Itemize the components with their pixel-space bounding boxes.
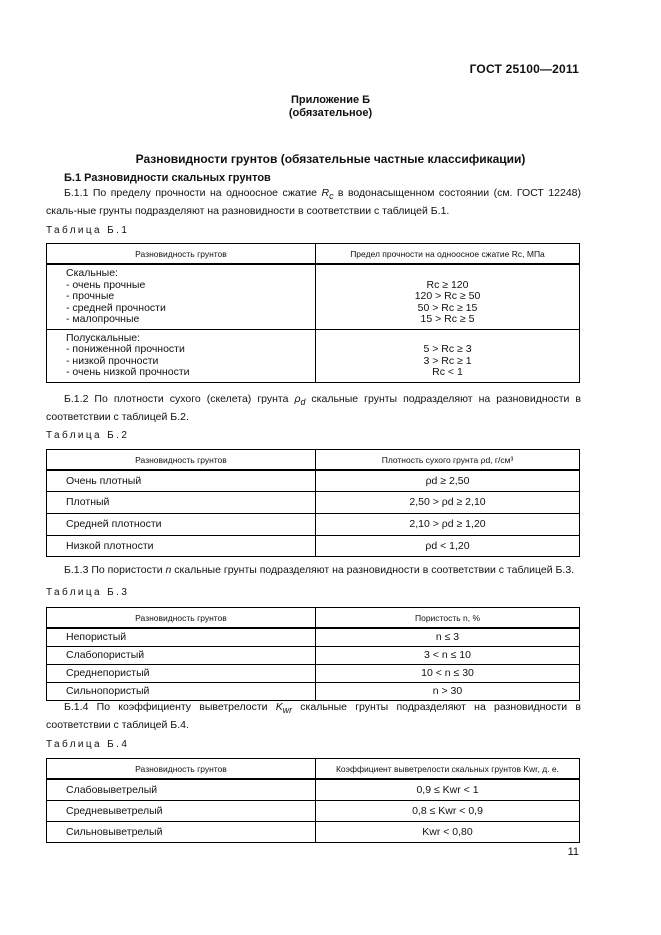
paragraph-b1-2: Б.1.2 По плотности сухого (скелета) грунта $\rho_d$ скальные грунты подразделяют на разновидности в соответствии с таблицей Б.2. <box>46 393 582 424</box>
table4-row-name: Средневыветрелый <box>47 800 316 821</box>
table-b3 <box>46 607 580 701</box>
page-number: 11 <box>567 846 579 858</box>
table1-group1-value: Rc ≥ 120 <box>426 278 469 291</box>
table2-row-value: ρd ≥ 2,50 <box>316 470 580 491</box>
table4-caption: Таблица Б.4 <box>46 739 130 750</box>
table1-group2-title: Полускальные: <box>66 331 141 344</box>
table3-header-type: Разновидность грунтов <box>47 608 316 629</box>
table1-caption: Таблица Б.1 <box>46 225 130 236</box>
table1-group1-item: - малопрочные <box>66 313 140 325</box>
table1-group1-item: - прочные <box>66 290 115 302</box>
table4-header-weathering: Коэффициент выветрелости скальных грунтов Kwr, д. е. <box>316 759 580 780</box>
paragraph-b1-4: Б.1.4 По коэффициенту выветрелости $K_{wr}$ скальные грунты подразделяют на разновидности в соответствии с таблицей Б.4. <box>46 701 582 732</box>
table2-row-value: 2,10 > ρd ≥ 1,20 <box>316 513 580 535</box>
table4-row-name: Сильновыветрелый <box>47 821 316 842</box>
table1-group-rocky <box>47 264 316 329</box>
table1-group-semirocky <box>47 329 316 382</box>
table1-header-strength: Предел прочности на одноосное сжатие Rc, МПа <box>316 244 580 265</box>
table-b4 <box>46 758 580 843</box>
table1-group-semirocky-values <box>316 329 580 382</box>
table4-row-value: Kwr < 0,80 <box>316 821 580 842</box>
table2-header-density: Плотность сухого грунта ρd, г/см³ <box>316 450 580 471</box>
table1-group2-value: Rc < 1 <box>432 366 463 378</box>
section-heading: Разновидности грунтов (обязательные частные классификации) <box>135 152 526 166</box>
document-code: ГОСТ 25100—2011 <box>469 62 579 76</box>
appendix-type: (обязательное) <box>288 107 373 119</box>
table1-group1-value: 50 > Rc ≥ 15 <box>417 301 478 314</box>
table2-row-value: 2,50 > ρd ≥ 2,10 <box>316 491 580 513</box>
table2-row-name: Средней плотности <box>47 513 316 535</box>
table3-row-name: Среднепористый <box>47 664 316 682</box>
table1-group2-value: 5 > Rc ≥ 3 <box>423 343 472 355</box>
table2-caption: Таблица Б.2 <box>46 430 130 441</box>
table1-group1-value: 120 > Rc ≥ 50 <box>414 290 481 302</box>
table1-group2-item: - очень низкой прочности <box>66 366 190 378</box>
table1-group1-value: 15 > Rc ≥ 5 <box>420 313 475 325</box>
subsection-heading: Б.1 Разновидности скальных грунтов <box>64 172 271 184</box>
table1-header-type: Разновидность грунтов <box>47 244 316 265</box>
table3-row-name: Слабопористый <box>47 646 316 664</box>
table3-header-porosity: Пористость n, % <box>316 608 580 629</box>
paragraph-b1-3: Б.1.3 По пористости n скальные грунты подразделяют на разновидности в соответствии с таблицей Б.3. <box>64 564 575 576</box>
table4-header-type: Разновидность грунтов <box>47 759 316 780</box>
table3-row-value: 3 < n ≤ 10 <box>316 646 580 664</box>
table1-group2-item: - пониженной прочности <box>66 343 185 355</box>
table4-row-name: Слабовыветрелый <box>47 779 316 800</box>
table4-row-value: 0,9 ≤ Kwr < 1 <box>316 779 580 800</box>
table3-row-value: n ≤ 3 <box>316 628 580 646</box>
table2-row-name: Плотный <box>47 491 316 513</box>
table2-header-type: Разновидность грунтов <box>47 450 316 471</box>
table1-group-rocky-values <box>316 264 580 329</box>
appendix-title: Приложение Б <box>290 94 371 106</box>
table1-group1-item: - очень прочные <box>66 278 146 291</box>
table3-row-value: n > 30 <box>316 682 580 700</box>
paragraph-b1-1: Б.1.1 По пределу прочности на одноосное сжатие $R_c$ в водонасыщенном состоянии (см. ГОСТ 12248) скаль-ные грунты подразделяют на разновидности в соответствии с таблицей Б.1. <box>46 187 582 218</box>
table1-group2-item: - низкой прочности <box>66 354 159 367</box>
table1-group2-value: 3 > Rc ≥ 1 <box>423 354 472 367</box>
table3-row-value: 10 < n ≤ 30 <box>316 664 580 682</box>
table-b1 <box>46 243 580 383</box>
table2-row-value: ρd < 1,20 <box>316 535 580 556</box>
table4-row-value: 0,8 ≤ Kwr < 0,9 <box>316 800 580 821</box>
table2-row-name: Низкой плотности <box>47 535 316 556</box>
table3-row-name: Непористый <box>47 628 316 646</box>
table2-row-name: Очень плотный <box>47 470 316 491</box>
table1-group1-item: - средней прочности <box>66 301 166 314</box>
table3-caption: Таблица Б.3 <box>46 587 130 598</box>
table3-row-name: Сильнопористый <box>47 682 316 700</box>
table-b2 <box>46 449 580 557</box>
table1-group1-title: Скальные: <box>66 267 118 279</box>
